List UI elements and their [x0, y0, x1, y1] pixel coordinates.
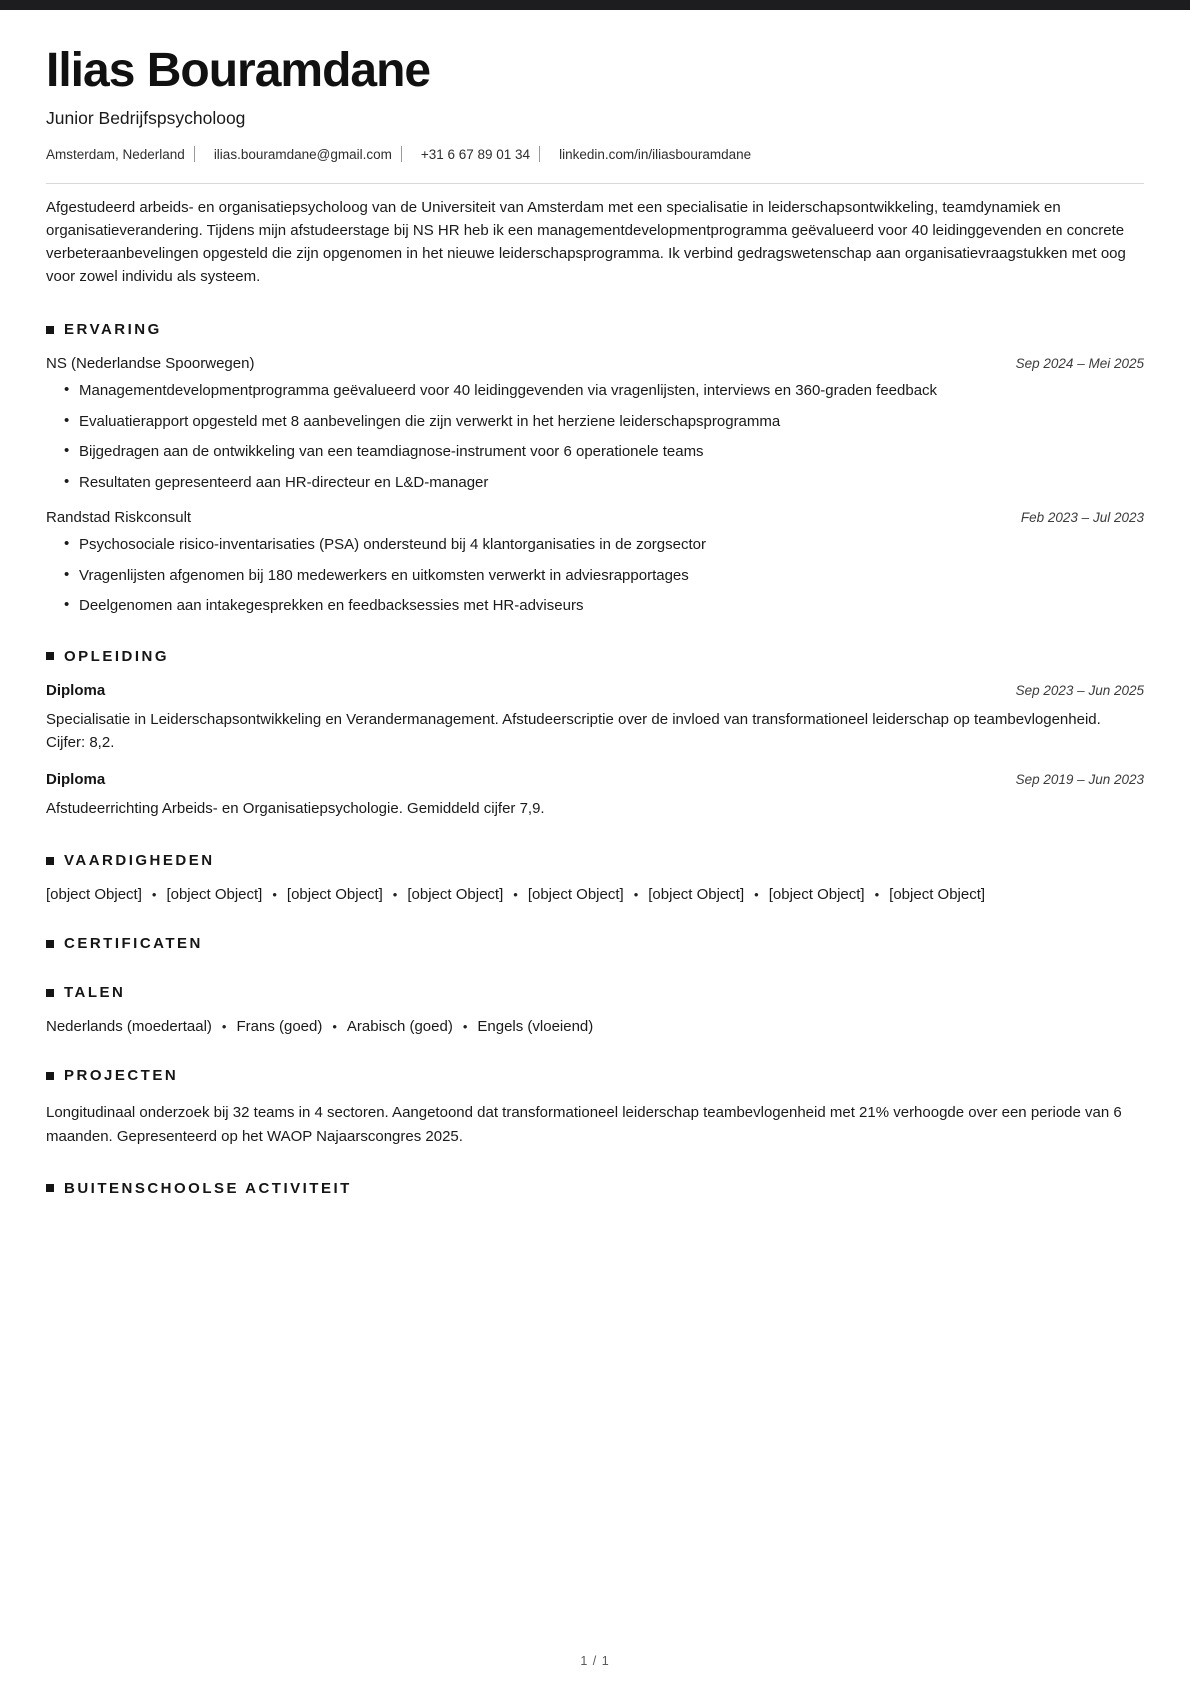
skill-item: [object Object]: [166, 886, 263, 904]
section-heading-projecten: [46, 1067, 1144, 1084]
skill-item: [object Object]: [648, 886, 745, 904]
date-range: Sep 2019 – Jun 2023: [1015, 772, 1144, 788]
skill-item: [object Object]: [527, 886, 624, 904]
section-heading-talen: [46, 984, 1144, 1001]
dot-separator: •: [462, 1019, 468, 1035]
languages-list: [46, 1018, 1144, 1035]
section-heading-label: VAARDIGHEDEN: [64, 852, 215, 870]
skill-item: [object Object]: [889, 886, 986, 904]
bullet-item: • Bijgedragen aan de ontwikkeling van een teamdiagnose-instrument voor 6 operationele teams: [64, 442, 1144, 462]
bullet-item: • Deelgenomen aan intakegesprekken en feedbacksessies met HR-adviseurs: [64, 596, 1144, 616]
contact-divider: [194, 146, 195, 162]
section-heading-label: TALEN: [64, 984, 126, 1002]
dot-separator: •: [272, 887, 277, 903]
section-marker-icon: [46, 652, 54, 660]
language-item: Engels (vloeiend): [477, 1018, 594, 1036]
degree-name: Diploma: [46, 681, 106, 699]
header-divider: [46, 183, 1144, 184]
section-marker-icon: [46, 1072, 54, 1080]
skill-item: [object Object]: [407, 886, 504, 904]
skills-list: [46, 886, 1144, 903]
section-heading-label: PROJECTEN: [64, 1067, 179, 1085]
language-item: Nederlands (moedertaal): [46, 1018, 212, 1036]
resume-header: [46, 46, 1144, 162]
section-marker-icon: [46, 989, 54, 997]
section-marker-icon: [46, 940, 54, 948]
section-heading-ervaring: [46, 321, 1144, 338]
bullet-list: [46, 381, 1144, 492]
section-heading-buitenschoolse-activiteit: [46, 1180, 1144, 1197]
entry-header: [46, 355, 1144, 372]
education-entry: [46, 771, 1144, 820]
dot-separator: •: [513, 887, 518, 903]
section-heading-label: BUITENSCHOOLSE ACTIVITEIT: [64, 1179, 352, 1197]
bullet-item: • Managementdevelopmentprogramma geëvalueerd voor 40 leidinggevenden via vragenlijsten, interviews en 360-graden feedback: [64, 381, 1144, 401]
contact-linkedin[interactable]: linkedin.com/in/iliasbouramdane: [559, 146, 752, 162]
contact-row: [46, 146, 1144, 162]
date-range: Sep 2023 – Jun 2025: [1015, 682, 1144, 698]
contact-location: Amsterdam, Nederland: [46, 146, 185, 162]
dot-separator: •: [633, 887, 639, 903]
section-ervaring: [46, 321, 1144, 616]
education-description: Specialisatie in Leiderschapsontwikkeling en Verandermanagement. Afstudeerscriptie over de invloed van transformationeel leiderschap op teambevlogenheid. Cijfer: 8,2.: [46, 710, 1101, 751]
education-description: Afstudeerrichting Arbeids- en Organisatiepsychologie. Gemiddeld cijfer 7,9.: [46, 800, 545, 818]
section-marker-icon: [46, 857, 54, 865]
dot-separator: •: [151, 887, 157, 903]
dot-separator: •: [332, 1019, 337, 1035]
degree-name: Diploma: [46, 771, 106, 789]
section-heading-label: ERVARING: [64, 321, 162, 339]
language-item: Arabisch (goed): [346, 1018, 453, 1036]
section-heading-label: CERTIFICATEN: [64, 935, 203, 953]
skill-item: [object Object]: [286, 886, 383, 904]
bullet-list: [46, 535, 1144, 616]
dot-separator: •: [221, 1019, 227, 1035]
resume-content: [0, 10, 1190, 1197]
section-marker-icon: [46, 326, 54, 334]
page-number: 1 / 1: [580, 1654, 610, 1668]
section-certificaten: [46, 935, 1144, 952]
experience-entry: [46, 355, 1144, 492]
bullet-item: • Evaluatierapport opgesteld met 8 aanbevelingen die zijn verwerkt in het herziene leiderschapsprogramma: [64, 412, 1144, 432]
bullet-item: • Vragenlijsten afgenomen bij 180 medewerkers en uitkomsten verwerkt in adviesrapportages: [64, 566, 1144, 586]
dot-separator: •: [874, 887, 880, 903]
top-accent-bar: [0, 0, 1190, 10]
entry-header: [46, 509, 1144, 526]
bullet-item: • Resultaten gepresenteerd aan HR-directeur en L&D-manager: [64, 473, 1144, 493]
bullet-item: • Psychosociale risico-inventarisaties (PSA) ondersteund bij 4 klantorganisaties in de zorgsector: [64, 535, 1144, 555]
employer-name: Randstad Riskconsult: [46, 509, 192, 527]
contact-divider: [539, 146, 540, 162]
section-opleiding: [46, 648, 1144, 821]
summary-paragraph: Afgestudeerd arbeids- en organisatiepsycholoog van de Universiteit van Amsterdam met een specialisatie in leiderschapsontwikkeling, teamdynamiek en organisatieverandering. Tijdens mijn afstudeerstage bij NS HR heb ik een managementdevelopmentprogramma geëvalueerd voor 40 leidinggevenden en concrete verbeteraanbevelingen opgesteld die zijn opgenomen in het nieuwe leiderschapsprogramma. Ik verbind gedragswetenschap aan organisatievraagstukken met oog voor zowel individu als systeem.: [46, 199, 1126, 286]
candidate-name: Ilias Bouramdane: [46, 44, 431, 97]
job-title: Junior Bedrijfspsycholoog: [46, 108, 246, 129]
section-marker-icon: [46, 1184, 54, 1192]
section-heading-opleiding: [46, 648, 1144, 665]
date-range: Feb 2023 – Jul 2023: [1020, 510, 1144, 526]
contact-phone[interactable]: +31 6 67 89 01 34: [420, 146, 531, 162]
skill-item: [object Object]: [46, 886, 142, 904]
section-vaardigheden: [46, 852, 1144, 903]
date-range: Sep 2024 – Mei 2025: [1015, 356, 1144, 372]
experience-entry: [46, 509, 1144, 616]
education-entry: [46, 682, 1144, 755]
employer-name: NS (Nederlandse Spoorwegen): [46, 355, 255, 373]
section-buitenschoolse-activiteit: [46, 1180, 1144, 1197]
section-heading-label: OPLEIDING: [64, 647, 170, 665]
entry-header: [46, 771, 1144, 788]
entry-header: [46, 682, 1144, 699]
skill-item: [object Object]: [768, 886, 865, 904]
section-projecten: [46, 1067, 1144, 1148]
dot-separator: •: [392, 887, 398, 903]
contact-divider: [401, 146, 402, 162]
project-description: Longitudinaal onderzoek bij 32 teams in 4 sectoren. Aangetoond dat transformationeel leiderschap teambevlogenheid met 21% verhoogde over een periode van 6 maanden. Gepresenteerd op het WAOP Najaarscongres 2025.: [46, 1104, 1122, 1145]
section-talen: [46, 984, 1144, 1035]
section-heading-vaardigheden: [46, 852, 1144, 869]
contact-email[interactable]: ilias.bouramdane@gmail.com: [213, 146, 392, 162]
language-item: Frans (goed): [236, 1018, 323, 1036]
section-heading-certificaten: [46, 935, 1144, 952]
dot-separator: •: [754, 887, 759, 903]
